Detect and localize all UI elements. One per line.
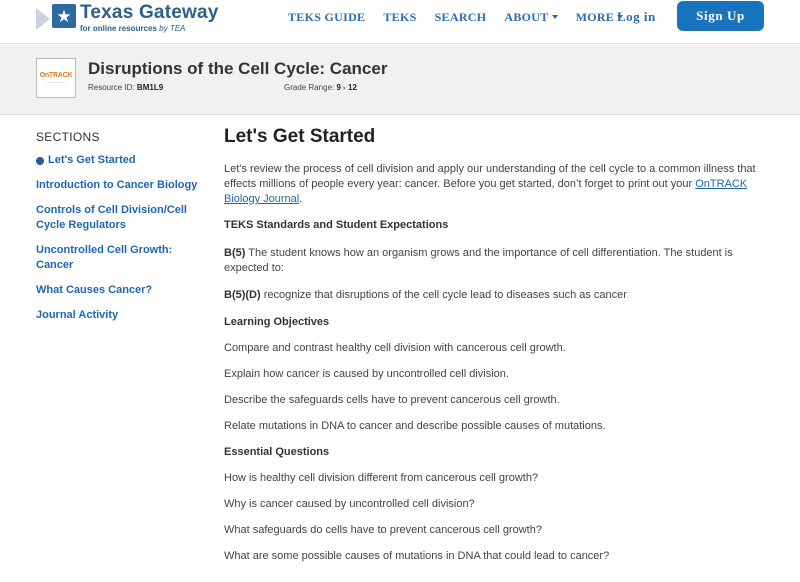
login-link[interactable]: Log in (617, 9, 656, 24)
star-icon: ★ (52, 4, 76, 28)
logo-title: Texas Gateway (80, 2, 219, 23)
sections-heading: SECTIONS (36, 130, 100, 144)
sections-sidebar (36, 130, 206, 333)
current-section-dot-icon (36, 157, 44, 165)
resource-title: Disruptions of the Cell Cycle: Cancer (88, 59, 388, 78)
question-item: How is healthy cell division different from cancerous cell growth? (224, 472, 539, 484)
objective-item: Compare and contrast healthy cell division with cancerous cell growth. (224, 342, 566, 354)
nav-about[interactable]: ABOUT (504, 9, 557, 25)
sidebar-item-intro-cancer-biology[interactable]: Introduction to Cancer Biology (36, 179, 198, 191)
main-content (224, 126, 769, 576)
question-item: Why is cancer caused by uncontrolled cell division? (224, 498, 475, 510)
sidebar-item-uncontrolled-growth[interactable]: Uncontrolled Cell Growth: Cancer (36, 244, 173, 271)
essential-questions-heading: Essential Questions (224, 446, 330, 458)
texas-gateway-logo[interactable] (36, 2, 226, 38)
ontrack-logo-underline: ——————— (45, 80, 67, 84)
resource-thumbnail (36, 58, 76, 98)
logo-subtitle: for online resources by TEA (80, 24, 186, 33)
chevron-down-icon (552, 15, 558, 19)
question-item: What are some possible causes of mutations in DNA that could lead to cancer? (224, 550, 610, 562)
resource-header (0, 45, 800, 115)
nav-teks[interactable]: TEKS (383, 9, 417, 24)
grade-range: Grade Range: 9 - 12 (284, 83, 357, 92)
learning-objectives-heading: Learning Objectives (224, 316, 330, 328)
main-nav (288, 9, 641, 25)
question-item: What safeguards do cells have to prevent cancerous cell growth? (224, 524, 542, 536)
top-navigation-bar (0, 0, 800, 44)
objective-item: Describe the safeguards cells have to prevent cancerous cell growth. (224, 394, 560, 406)
sidebar-item-controls-cell-division[interactable]: Controls of Cell Division/Cell Cycle Regulators (36, 204, 187, 231)
resource-id: Resource ID: BM1L9 (88, 83, 164, 92)
standard-b5: B(5) The student knows how an organism grows and the importance of cell differentiation. The student is expected to: (224, 247, 733, 274)
logo-chevron-icon (36, 8, 50, 30)
sidebar-item-lets-get-started[interactable]: Let's Get Started (36, 153, 206, 168)
section-heading: Let's Get Started (224, 126, 376, 147)
intro-paragraph: Let's review the process of cell division and apply our understanding of the cell cycle to a common illness that effects millions of people every year: cancer. Before you get started, don’t forget to print out your OnTRACK Biology Journal. (224, 163, 756, 205)
ontrack-logo: OnTRACK (39, 72, 73, 79)
objective-item: Relate mutations in DNA to cancer and describe possible causes of mutations. (224, 420, 606, 432)
nav-teks-guide[interactable]: TEKS GUIDE (288, 9, 366, 24)
sidebar-item-what-causes-cancer[interactable]: What Causes Cancer? (36, 284, 153, 296)
standard-b5d: B(5)(D) recognize that disruptions of the cell cycle lead to diseases such as cancer (224, 289, 627, 301)
signup-button[interactable]: Sign Up (677, 1, 764, 31)
objective-item: Explain how cancer is caused by uncontrolled cell division. (224, 368, 509, 380)
nav-more[interactable]: MORE (576, 9, 624, 25)
ontrack-journal-link[interactable]: OnTRACK Biology Journal (224, 178, 748, 205)
nav-search[interactable]: SEARCH (434, 9, 487, 24)
teks-heading: TEKS Standards and Student Expectations (224, 219, 449, 231)
sidebar-item-journal-activity[interactable]: Journal Activity (36, 309, 119, 321)
